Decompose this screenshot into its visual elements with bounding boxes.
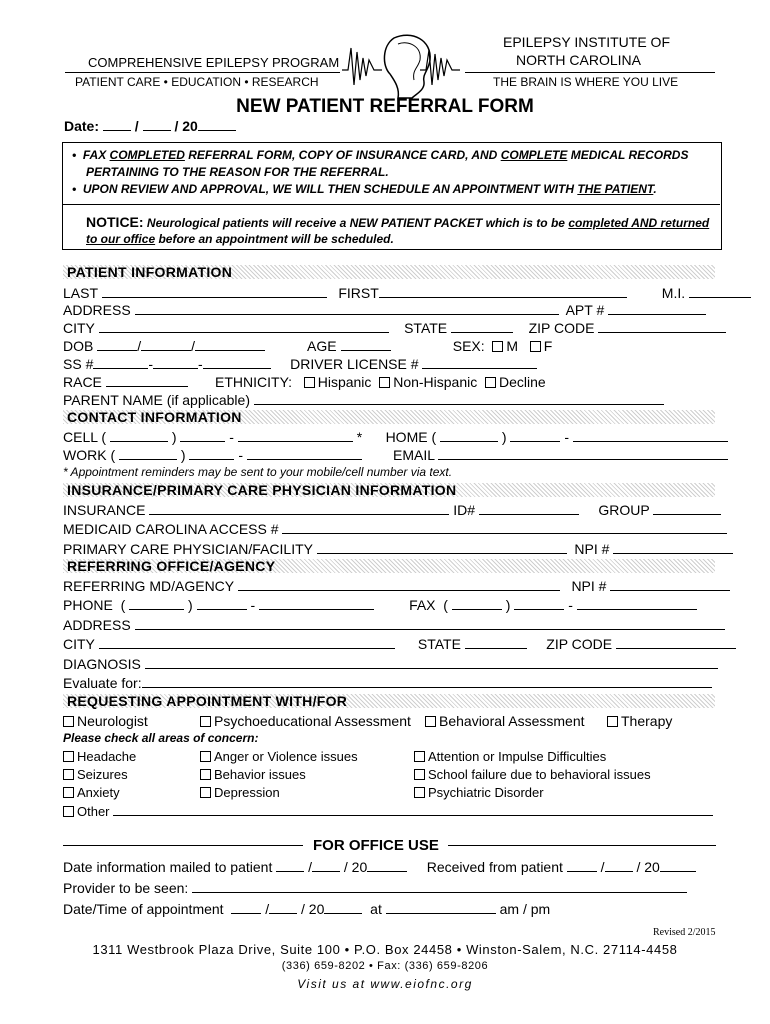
- header-rule-right: [465, 72, 715, 73]
- section-patient-information: PATIENT INFORMATION: [63, 265, 715, 279]
- appt-neurologist[interactable]: Neurologist: [63, 713, 148, 729]
- referring-address-row[interactable]: ADDRESS: [63, 617, 725, 633]
- hispanic-checkbox[interactable]: [304, 377, 315, 388]
- instruction-line1: • FAX COMPLETED REFERRAL FORM, COPY OF INSURANCE CARD, AND COMPLETE MEDICAL RECORDS: [72, 148, 689, 162]
- concern-anger[interactable]: Anger or Violence issues: [200, 749, 358, 764]
- concern-behavior[interactable]: Behavior issues: [200, 767, 306, 782]
- section-requesting-appointment: REQUESTING APPOINTMENT WITH/FOR: [63, 694, 715, 708]
- concern-anxiety[interactable]: Anxiety: [63, 785, 120, 800]
- referring-phone-row[interactable]: PHONE ( ) - FAX ( ) -: [63, 597, 697, 613]
- sex-m-checkbox[interactable]: [492, 341, 503, 352]
- nonhispanic-checkbox[interactable]: [379, 377, 390, 388]
- concern-attention[interactable]: Attention or Impulse Difficulties: [414, 749, 606, 764]
- brain-logo: [342, 30, 460, 100]
- concern-depression[interactable]: Depression: [200, 785, 280, 800]
- section-referring-office: REFERRING OFFICE/AGENCY: [63, 559, 715, 573]
- office-rule-left: [63, 845, 303, 846]
- section-contact-information: CONTACT INFORMATION: [63, 410, 715, 424]
- date-row: Date: / / 20: [64, 118, 236, 134]
- decline-checkbox[interactable]: [485, 377, 496, 388]
- concern-headache[interactable]: Headache: [63, 749, 136, 764]
- footer-website[interactable]: Visit us at www.eiofnc.org: [297, 977, 473, 991]
- tagline: THE BRAIN IS WHERE YOU LIVE: [493, 75, 679, 89]
- footer-address: 1311 Westbrook Plaza Drive, Suite 100 • P.O. Box 24458 • Winston-Salem, N.C. 27114-4458: [92, 942, 678, 957]
- sex-f-checkbox[interactable]: [530, 341, 541, 352]
- office-mailed-row[interactable]: Date information mailed to patient / / 20 Received from patient / / 20: [63, 859, 696, 875]
- section-insurance-information: INSURANCE/PRIMARY CARE PHYSICIAN INFORMATION: [63, 483, 715, 497]
- office-use-title: FOR OFFICE USE: [313, 837, 439, 854]
- appt-psychoeducational[interactable]: Psychoeducational Assessment: [200, 713, 411, 729]
- instruction-line3: • UPON REVIEW AND APPROVAL, WE WILL THEN SCHEDULE AN APPOINTMENT WITH THE PATIENT.: [72, 182, 657, 196]
- revised-date: Revised 2/2015: [653, 927, 716, 938]
- program-subtitle: PATIENT CARE • EDUCATION • RESEARCH: [75, 75, 319, 89]
- insurance-row[interactable]: INSURANCE ID# GROUP: [63, 502, 721, 518]
- cell-home-row[interactable]: CELL ( ) - * HOME ( ) -: [63, 429, 728, 445]
- concern-other[interactable]: Other: [63, 803, 713, 819]
- patient-dob-row[interactable]: DOB / / AGE SEX: M F: [63, 338, 553, 354]
- notice-line2: to our office before an appointment will be scheduled.: [86, 232, 394, 246]
- diagnosis-row[interactable]: DIAGNOSIS: [63, 656, 718, 672]
- concern-psychiatric[interactable]: Psychiatric Disorder: [414, 785, 544, 800]
- referring-md-row[interactable]: REFERRING MD/AGENCY NPI #: [63, 578, 730, 594]
- evaluate-row[interactable]: Evaluate for:: [63, 675, 712, 691]
- patient-name-row[interactable]: LAST FIRST M.I.: [63, 285, 751, 301]
- concern-seizures[interactable]: Seizures: [63, 767, 128, 782]
- medicaid-row[interactable]: MEDICAID CAROLINA ACCESS #: [63, 521, 727, 537]
- form-title: NEW PATIENT REFERRAL FORM: [236, 96, 534, 117]
- office-provider-row[interactable]: Provider to be seen:: [63, 880, 687, 896]
- patient-ss-row[interactable]: SS # - - DRIVER LICENSE #: [63, 356, 537, 372]
- work-email-row[interactable]: WORK ( ) - EMAIL: [63, 447, 728, 463]
- concern-label: Please check all areas of concern:: [63, 731, 259, 745]
- patient-city-row[interactable]: CITY STATE ZIP CODE: [63, 320, 726, 336]
- patient-address-row[interactable]: ADDRESS APT #: [63, 302, 706, 318]
- instruction-line2: PERTAINING TO THE REASON FOR THE REFERRAL.: [86, 165, 389, 179]
- institute-line1: EPILEPSY INSTITUTE OF: [503, 34, 671, 50]
- institute-line2: NORTH CAROLINA: [516, 52, 641, 68]
- appt-behavioral[interactable]: Behavioral Assessment: [425, 713, 585, 729]
- office-appt-row[interactable]: Date/Time of appointment / / 20 at am / pm: [63, 901, 551, 917]
- header-rule-left: [65, 72, 340, 73]
- reminder-note: * Appointment reminders may be sent to your mobile/cell number via text.: [63, 465, 453, 479]
- instructions-divider: [62, 204, 720, 205]
- parent-name-row[interactable]: PARENT NAME (if applicable): [63, 392, 664, 408]
- pcp-row[interactable]: PRIMARY CARE PHYSICIAN/FACILITY NPI #: [63, 541, 733, 557]
- footer-phone: (336) 659-8202 • Fax: (336) 659-8206: [281, 960, 489, 972]
- program-name: COMPREHENSIVE EPILEPSY PROGRAM: [88, 55, 340, 70]
- appt-therapy[interactable]: Therapy: [607, 713, 672, 729]
- notice-line1: NOTICE: Neurological patients will receive a NEW PATIENT PACKET which is to be completed AND returned: [86, 214, 710, 230]
- concern-school[interactable]: School failure due to behavioral issues: [414, 767, 651, 782]
- referring-city-row[interactable]: CITY STATE ZIP CODE: [63, 636, 736, 652]
- office-rule-right: [448, 845, 716, 846]
- patient-race-row[interactable]: RACE ETHNICITY: Hispanic Non-Hispanic Decline: [63, 374, 546, 390]
